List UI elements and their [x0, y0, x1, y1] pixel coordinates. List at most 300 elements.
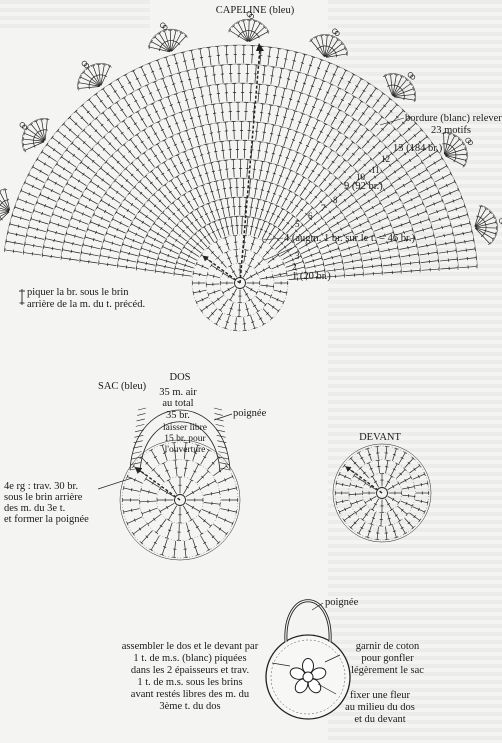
leader-line	[98, 478, 132, 489]
stitch-bar	[348, 205, 350, 208]
stitch-bar	[333, 262, 334, 265]
assembly-note-6: 3ème t. du dos	[159, 701, 221, 712]
stitch-bar	[445, 144, 448, 145]
devant-title: DEVANT	[359, 432, 401, 443]
stitch-bar	[185, 100, 188, 101]
stitch-bar	[279, 155, 282, 156]
stitch-bar	[199, 290, 200, 293]
stitch-bar	[77, 227, 78, 230]
stitch-bar	[165, 265, 166, 268]
stitch-bar	[202, 134, 205, 135]
stitch-top	[354, 511, 356, 514]
stitch-top	[40, 119, 44, 120]
stitch-bar	[285, 137, 288, 138]
stitch-bar	[394, 171, 396, 174]
row-guide	[80, 121, 402, 272]
stitch-bar	[127, 127, 130, 129]
stuffing-note-3: légèrement le sac	[351, 665, 424, 676]
stitch-bar	[6, 200, 9, 201]
stitch-bar	[196, 77, 199, 78]
handle-stitch	[136, 424, 145, 426]
stitch-bar	[309, 65, 312, 66]
scallop-edge	[148, 29, 187, 47]
handle-stitch	[137, 413, 145, 415]
stitch-top	[262, 323, 265, 325]
stitch-bar	[195, 136, 198, 137]
stitch-bar	[199, 273, 200, 276]
stitch-bar	[330, 250, 331, 253]
stitch-bar	[261, 190, 264, 191]
stitch-bar	[190, 118, 193, 119]
stitch-bar	[168, 530, 171, 531]
flower-center	[303, 672, 313, 682]
stitch-bar	[110, 249, 111, 252]
stitch-bar	[0, 204, 1, 207]
stitch-bar	[446, 242, 447, 245]
stitch-bar	[185, 264, 186, 267]
stitch-top	[3, 189, 7, 190]
stitch-bar	[212, 171, 215, 172]
stitch-bar	[89, 83, 90, 86]
stitch-bar	[204, 76, 207, 77]
stitch-top	[256, 291, 258, 294]
stitch-bar	[463, 232, 464, 235]
capeline-title: CAPELINE (bleu)	[215, 5, 295, 16]
stitch-bar	[280, 273, 281, 276]
stitch-bar	[485, 223, 486, 226]
handle-stitch	[137, 419, 145, 421]
assembly-note-3: dans les 2 épaisseurs et trav.	[130, 665, 250, 676]
stitch-bar	[166, 41, 169, 42]
row4-note-4: et former la poignée	[4, 514, 89, 525]
row-label-7: 7	[321, 203, 326, 213]
stitch-bar	[259, 170, 262, 171]
stitch-top	[102, 64, 106, 65]
assembly-note-4: 1 t. de m.s. sous les brins	[137, 677, 243, 688]
stitch-bar	[175, 187, 178, 189]
stitch-bar	[216, 209, 219, 210]
stitch-bar	[268, 114, 271, 115]
stitch-bar	[456, 207, 457, 210]
capeline-diagram	[0, 12, 502, 331]
stitch-bar	[243, 256, 246, 257]
stitch-bar	[425, 236, 426, 239]
stitch-bar	[326, 157, 329, 159]
stitch-bar	[293, 60, 296, 61]
stitch-bar	[351, 253, 352, 256]
dos-handle-label: poignée	[233, 408, 267, 419]
stitch-bar	[368, 531, 371, 532]
stitch-top	[357, 532, 360, 534]
stitch-bar	[147, 256, 148, 259]
dos-title: DOS	[169, 372, 191, 383]
leader-line	[265, 248, 292, 260]
handle-stitch	[134, 441, 143, 443]
stitch-bar	[160, 227, 162, 230]
stitch-bar	[476, 216, 479, 217]
row-label-9: 9 (92 br.)	[344, 181, 383, 192]
stitch-bar	[214, 151, 217, 152]
stitch-bar	[465, 240, 466, 243]
opening-note-1: laisser libre	[162, 423, 208, 433]
stitch-bar	[409, 254, 410, 257]
row-label-3: 3	[295, 251, 300, 261]
stitch-bar	[255, 208, 258, 209]
stitch-bar	[455, 150, 456, 153]
stitch-top	[277, 309, 279, 312]
stitch-bar	[221, 228, 224, 229]
stitch-bar	[161, 173, 164, 175]
stitch-top	[398, 482, 400, 485]
stitch-top	[225, 198, 229, 199]
stitch-bar	[254, 188, 257, 189]
stitch-bar	[444, 234, 445, 237]
assembly-note-1: assembler le dos et le devant par	[121, 641, 259, 652]
stitch-bar	[276, 57, 279, 58]
stitch-bar	[146, 215, 148, 218]
row-label-8: 8	[333, 195, 338, 205]
stitch-top	[286, 291, 287, 295]
stitch-top	[404, 452, 407, 454]
stitch-bar	[303, 83, 306, 84]
stitch-bar	[210, 133, 213, 134]
stitch-bar	[83, 173, 85, 176]
stitch-bar	[33, 244, 34, 247]
stitch-top	[404, 532, 407, 534]
stitch-bar	[127, 259, 128, 262]
stitch-bar	[280, 290, 281, 293]
stitch-bar	[277, 135, 280, 136]
stitch-bar	[228, 509, 229, 512]
stitch-top	[336, 501, 337, 505]
stitch-bar	[281, 97, 284, 98]
stitch-bar	[266, 276, 267, 279]
start-line	[204, 257, 240, 283]
stitch-bar	[287, 79, 290, 80]
stitch-bar	[71, 250, 72, 253]
stitch-bar	[183, 120, 186, 121]
stitch-bar	[404, 97, 405, 100]
flower-note-1: fixer une fleur	[349, 690, 411, 701]
stitch-bar	[53, 148, 55, 151]
stitch-bar	[177, 102, 180, 103]
handle-stitch	[215, 413, 223, 415]
stitch-bar	[93, 76, 96, 78]
stitch-top	[364, 501, 366, 504]
stitch-bar	[246, 309, 249, 310]
stitch-top	[225, 465, 227, 468]
assembly-note-5: avant restés libres des m. du	[130, 689, 250, 700]
row4-note-2: sous le brin arrière	[4, 492, 83, 503]
stitch-top	[229, 217, 233, 218]
row-label-2: 2	[292, 262, 297, 272]
stuffing-note-1: garnir de coton	[355, 641, 420, 652]
stitch-bar	[349, 247, 350, 250]
stitch-bar	[167, 65, 170, 66]
stitch-bar	[207, 153, 210, 154]
stitch-bar	[261, 209, 264, 210]
capeline-border-note-2: 23 motifs	[431, 125, 471, 136]
stitch-bar	[54, 239, 55, 242]
stitch-top	[346, 52, 347, 56]
stitch-bar	[210, 191, 213, 192]
stitch-bar	[58, 223, 59, 226]
stitch-bar	[37, 228, 38, 231]
stitch-bar	[101, 75, 104, 76]
legend-text-2: arrière de la m. du t. précéd.	[27, 299, 146, 310]
stuffing-note-2: pour gonfler	[361, 653, 414, 664]
start-arrow	[135, 467, 143, 474]
stitch-bar	[228, 488, 229, 491]
stitch-top	[353, 474, 355, 477]
capeline-border-note-1: bordure (blanc) relever	[405, 113, 502, 124]
stitch-bar	[91, 245, 92, 248]
stitch-top	[320, 35, 324, 36]
legend-text-1: piquer la br. sous le brin	[27, 287, 129, 298]
stitch-bar	[409, 159, 411, 162]
stitch-bar	[356, 485, 357, 488]
stitch-bar	[461, 224, 462, 227]
opening-note-3: l'ouverture	[164, 445, 206, 455]
stitch-bar	[352, 260, 353, 263]
stitch-top	[398, 520, 401, 522]
stitch-bar	[146, 262, 147, 265]
flower-note-2: au milieu du dos	[345, 702, 415, 713]
stitch-bar	[276, 115, 279, 116]
stitch-bar	[371, 258, 372, 261]
stitch-top	[219, 309, 222, 311]
stitch-bar	[420, 221, 421, 224]
stitch-bar	[187, 531, 190, 532]
stitch-bar	[23, 208, 24, 211]
stitch-bar	[393, 454, 396, 455]
stitch-top	[343, 519, 345, 522]
stitch-bar	[250, 226, 253, 227]
stitch-bar	[458, 216, 459, 219]
stitch-bar	[313, 259, 314, 262]
stitch-top	[219, 490, 220, 494]
start-arrow	[345, 466, 351, 472]
stitch-top	[147, 523, 149, 526]
row4-note-1: 4e rg : trav. 30 br.	[4, 481, 79, 492]
stitch-bar	[263, 132, 266, 133]
stitch-bar	[33, 142, 34, 145]
stitch-top	[256, 310, 259, 312]
stitch-bar	[301, 63, 304, 64]
stitch-bar	[348, 126, 351, 128]
stitch-top	[419, 464, 421, 467]
stitch-bar	[485, 229, 486, 232]
start-arrow	[203, 256, 209, 262]
stitch-bar	[393, 85, 396, 86]
assembly-handle-label: poignée	[325, 597, 359, 608]
stitch-bar	[370, 251, 371, 254]
stitch-bar	[216, 190, 219, 191]
stitch-bar	[283, 117, 286, 118]
stitch-bar	[93, 238, 94, 241]
stitch-bar	[251, 322, 254, 323]
stitch-bar	[109, 256, 110, 259]
row-label-6: 6	[308, 211, 313, 221]
stitch-bar	[193, 97, 196, 98]
stitch-top	[361, 518, 364, 520]
stitch-bar	[226, 322, 229, 323]
stitch-top	[462, 142, 464, 145]
stitch-bar	[322, 46, 325, 47]
stitch-bar	[149, 490, 150, 493]
stitch-bar	[368, 454, 371, 455]
stitch-top	[357, 452, 360, 454]
stitch-bar	[192, 59, 195, 60]
stitch-bar	[184, 468, 187, 469]
stitch-bar	[166, 260, 167, 263]
stitch-bar	[97, 185, 99, 188]
stitch-bar	[141, 141, 144, 143]
stitch-bar	[427, 244, 428, 247]
stitch-bar	[266, 171, 269, 172]
stitch-top	[371, 509, 374, 511]
row-label-5: 5	[295, 219, 300, 229]
stitch-top	[167, 519, 170, 521]
row-start-arrow	[256, 43, 264, 51]
stitch-top	[155, 531, 158, 533]
stitch-bar	[198, 116, 201, 117]
flower-note-3: et du devant	[354, 714, 406, 725]
stitch-bar	[297, 101, 300, 102]
stitch-top	[398, 501, 400, 504]
stitch-bar	[421, 500, 422, 503]
stitch-top	[256, 271, 258, 274]
stitch-bar	[223, 188, 226, 189]
stitch-bar	[393, 531, 396, 532]
stitch-bar	[131, 488, 132, 491]
stitch-bar	[200, 57, 203, 58]
stitch-bar	[226, 243, 229, 244]
stitch-bar	[194, 547, 197, 548]
leader-line	[214, 414, 232, 420]
row-label-13: 13 (184 br.)	[393, 143, 443, 154]
stitch-bar	[163, 547, 166, 548]
stitch-bar	[408, 486, 409, 489]
stitch-bar	[42, 130, 45, 131]
stitch-bar	[314, 265, 315, 268]
stitch-bar	[255, 227, 258, 228]
stitch-top	[200, 533, 203, 535]
stitch-bar	[267, 191, 270, 192]
stitch-bar	[455, 156, 456, 159]
stitch-bar	[244, 31, 247, 32]
stitch-bar	[385, 467, 388, 468]
stitch-bar	[342, 483, 343, 486]
stitch-bar	[107, 95, 110, 97]
stitch-bar	[332, 256, 333, 259]
stitch-bar	[330, 47, 333, 49]
stitch-top	[200, 309, 202, 312]
start-line	[347, 467, 382, 493]
stitch-bar	[219, 170, 222, 171]
stitch-bar	[129, 252, 130, 255]
stitch-bar	[270, 133, 273, 134]
opening-note-2: 15 br. pour	[164, 434, 206, 444]
leader-line	[380, 118, 404, 125]
stitch-top	[343, 464, 345, 467]
stitch-bar	[16, 233, 17, 236]
stitch-bar	[120, 109, 123, 111]
row-label-4: 4 (augm. 1 br. sur le t. = 46 br.)	[284, 233, 416, 244]
stitch-bar	[35, 236, 36, 239]
stitch-bar	[213, 275, 214, 278]
stitch-bar	[372, 518, 375, 519]
stitch-bar	[112, 242, 113, 245]
stitch-bar	[74, 235, 75, 238]
stitch-bar	[18, 225, 19, 228]
stitch-bar	[333, 216, 335, 219]
stitch-top	[159, 510, 161, 513]
stitch-top	[419, 519, 421, 522]
stitch-bar	[131, 246, 132, 249]
stitch-top	[199, 510, 201, 513]
stitch-bar	[56, 231, 57, 234]
row4-note-3: des m. du 3e t.	[4, 503, 66, 514]
stitch-bar	[284, 59, 287, 60]
stitch-bar	[15, 241, 16, 244]
stitch-top	[394, 75, 398, 76]
stitch-bar	[364, 193, 366, 196]
stitch-bar	[273, 95, 276, 96]
stitch-bar	[408, 246, 409, 249]
stitch-bar	[200, 155, 203, 156]
stitch-bar	[282, 219, 285, 221]
stitch-bar	[421, 483, 422, 486]
stitch-top	[193, 271, 194, 275]
assembly-note-2: 1 t. de m.s. (blanc) piquées	[133, 653, 247, 664]
stitch-bar	[211, 492, 212, 495]
stitch-top	[23, 143, 24, 147]
stitch-bar	[221, 208, 224, 209]
scallop-edge	[480, 205, 497, 245]
stitch-bar	[401, 89, 403, 92]
stitch-top	[371, 475, 374, 477]
stitch-bar	[388, 518, 391, 519]
stitch-top	[244, 250, 248, 251]
stitch-bar	[159, 48, 160, 51]
stitch-bar	[318, 227, 320, 230]
stitch-bar	[336, 54, 337, 57]
stitch-bar	[90, 253, 91, 256]
stitch-bar	[131, 509, 132, 512]
stitch-bar	[304, 188, 307, 190]
stitch-bar	[205, 173, 208, 174]
stitch-bar	[195, 219, 198, 221]
stitch-bar	[175, 63, 178, 64]
stitch-bar	[183, 269, 184, 272]
stitch-top	[225, 532, 227, 535]
stitch-top	[190, 519, 193, 521]
stitch-bar	[389, 248, 390, 251]
sac-title: SAC (bleu)	[98, 381, 147, 392]
stitch-bar	[342, 500, 343, 503]
stitch-bar	[52, 247, 53, 250]
stitch-bar	[423, 228, 424, 231]
stitch-bar	[442, 226, 443, 229]
stitch-bar	[68, 161, 70, 164]
row-label-1: 1 (20 br.)	[292, 271, 331, 282]
stitch-top	[262, 241, 265, 243]
stitch-bar	[279, 77, 282, 78]
stitch-bar	[273, 173, 276, 174]
stitch-bar	[180, 81, 183, 82]
stitch-top	[193, 291, 194, 295]
